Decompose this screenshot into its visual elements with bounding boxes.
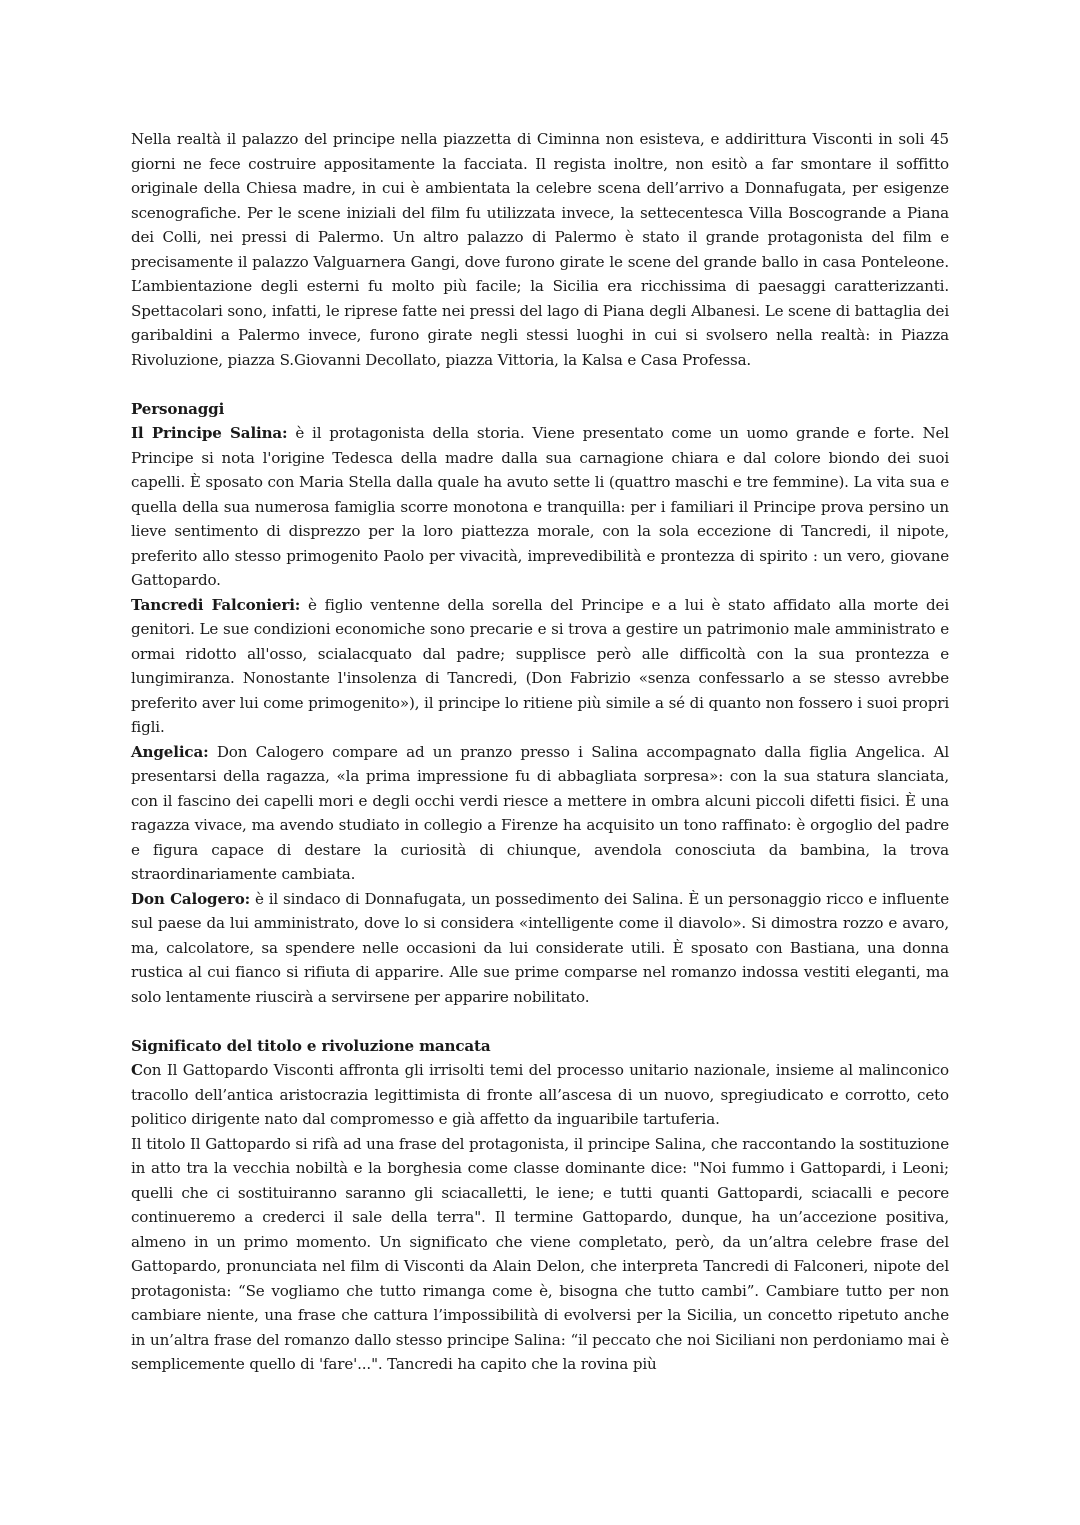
paragraph-text: on Il Gattopardo Visconti affronta gli irrisolti temi del processo unitario nazionale, insieme al malinconico tracollo dell’antica aristocrazia legittimista di fronte all’ascesa di un nuovo, spregiudicato e corrotto, ceto politico dirigente nato dal compromesso e già affetto da inguaribile tartuferia. <box>131 1061 949 1128</box>
character-name: Don Calogero: <box>131 889 251 908</box>
title-meaning-paragraph-1 <box>131 1058 949 1132</box>
paragraph-gap <box>131 372 949 397</box>
character-entry-angelica <box>131 740 949 887</box>
section-heading-title-meaning: Significato del titolo e rivoluzione mancata <box>131 1036 491 1055</box>
character-description: è il protagonista della storia. Viene presentato come un uomo grande e forte. Nel Principe si nota l'origine Tedesca della madre dalla sua carnagione chiara e dal colore biondo dei suoi capelli. È sposato con Maria Stella dalla quale ha avuto sette li (quattro maschi e tre femmine). La vita sua e quella della sua numerosa famiglia scorre monotona e tranquilla: per i familiari il Principe prova persino un lieve sentimento di disprezzo per la loro piattezza morale, con la sola eccezione di Tancredi, il nipote, preferito allo stesso primogenito Paolo per vivacità, imprevedibilità e prontezza di spirito : un vero, giovane Gattopardo. <box>131 424 949 589</box>
intro-paragraph: Nella realtà il palazzo del principe nella piazzetta di Ciminna non esisteva, e addirittura Visconti in soli 45 giorni ne fece costruire appositamente la facciata. Il regista inoltre, non esitò a far smontare il soffitto originale della Chiesa madre, in cui è ambientata la celebre scena dell’arrivo a Donnafugata, per esigenze scenografiche. Per le scene iniziali del film fu utilizzata invece, la settecentesca Villa Boscogrande a Piana dei Colli, nei pressi di Palermo. Un altro palazzo di Palermo è stato il grande protagonista del film e precisamente il palazzo Valguarnera Gangi, dove furono girate le scene del grande ballo in casa Ponteleone. L’ambientazione degli esterni fu molto più facile; la Sicilia era ricchissima di paesaggi caratterizzanti. Spettacolari sono, infatti, le riprese fatte nei pressi del lago di Piana degli Albanesi. Le scene di battaglia dei garibaldini a Palermo invece, furono girate negli stessi luoghi in cui si svolsero nella realtà: in Piazza Rivoluzione, piazza S.Giovanni Decollato, piazza Vittoria, la Kalsa e Casa Professa. <box>131 130 949 369</box>
drop-letter: C <box>131 1061 143 1079</box>
section-heading-characters: Personaggi <box>131 399 225 418</box>
character-entry-tancredi <box>131 593 949 740</box>
character-entry-don-calogero <box>131 887 949 1010</box>
character-name: Angelica: <box>131 742 209 761</box>
title-meaning-paragraph-2: Il titolo Il Gattopardo si rifà ad una frase del protagonista, il principe Salina, che raccontando la sostituzione in atto tra la vecchia nobiltà e la borghesia come classe dominante dice: "Noi fummo i Gattopardi, i Leoni; quelli che ci sostituiranno saranno gli sciacalletti, le iene; e tutti quanti Gattopardi, sciacalli e pecore continueremo a crederci il sale della terra". Il termine Gattopardo, dunque, ha un’accezione positiva, almeno in un primo momento. Un significato che viene completato, però, da un’altra celebre frase del Gattopardo, pronunciata nel film di Visconti da Alain Delon, che interpreta Tancredi di Falconeri, nipote del protagonista: “Se vogliamo che tutto rimanga come è, bisogna che tutto cambi”. Cambiare tutto per non cambiare niente, una frase che cattura l’impossibilità di evolversi per la Sicilia, un concetto ripetuto anche in un’altra frase del romanzo dallo stesso principe Salina: “il peccato che noi Siciliani non perdoniamo mai è semplicemente quello di 'fare'...". Tancredi ha capito che la rovina più <box>131 1134 949 1373</box>
character-description: è figlio ventenne della sorella del Principe e a lui è stato affidato alla morte dei genitori. Le sue condizioni economiche sono precarie e si trova a gestire un patrimonio male amministrato e ormai ridotto all'osso, scialacquato dal padre; supplisce però alle difficoltà con la sua prontezza e lungimiranza. Nonostante l'insolenza di Tancredi, (Don Fabrizio «senza confessarlo a se stesso avrebbe preferito aver lui come primogenito»), il principe lo ritiene più simile a sé di quanto non fossero i suoi propri figli. <box>131 595 950 736</box>
character-description: è il sindaco di Donnafugata, un possedimento dei Salina. È un personaggio ricco e influente sul paese da lui amministrato, dove lo si considera «intelligente come il diavolo». Si dimostra rozzo e avaro, ma, calcolatore, sa spendere nelle occasioni da lui considerate utili. È sposato con Bastiana, una donna rustica al cui fianco si rifiuta di apparire. Alle sue prime comparse nel romanzo indossa vestiti eleganti, ma solo lentamente riuscirà a servirsene per apparire nobilitato. <box>131 889 949 1006</box>
document-page <box>131 127 949 1377</box>
character-name: Il Principe Salina: <box>131 424 288 442</box>
character-name: Tancredi Falconieri: <box>131 595 301 614</box>
character-entry-principe-salina <box>131 421 949 593</box>
character-description: Don Calogero compare ad un pranzo presso i Salina accompagnato dalla figlia Angelica. Al presentarsi della ragazza, «la prima impressione fu di abbagliata sorpresa»: con la sua statura slanciata, con il fascino dei capelli mori e degli occhi verdi riesce a mettere in ombra alcuni piccoli difetti fisici. È una ragazza vivace, ma avendo studiato in collegio a Firenze ha acquisito un tono raffinato: è orgoglio del padre e figura capace di destare la curiosità di chiunque, avendola conosciuta da bambina, la trova straordinariamente cambiata. <box>131 742 949 883</box>
paragraph-gap <box>131 1009 949 1034</box>
